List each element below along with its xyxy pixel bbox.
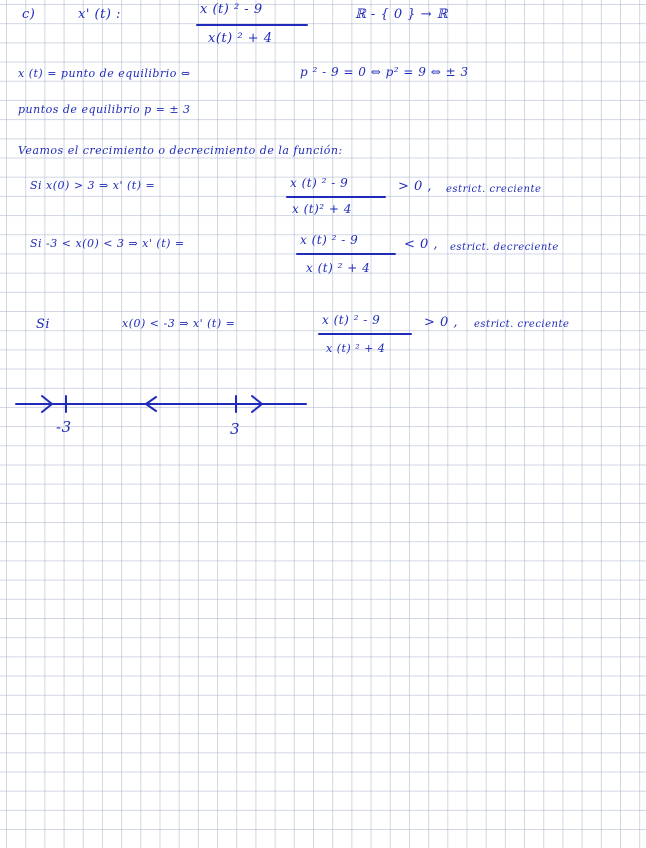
case-2-result: estrict. decreciente — [450, 242, 559, 253]
case-2-numerator: x (t) ² - 9 — [300, 233, 359, 247]
case-3-result: estrict. creciente — [474, 319, 570, 330]
equilibrium-equation: p ² - 9 = 0 ⇔ p² = 9 ⇔ ± 3 — [300, 65, 469, 79]
case-3-numerator: x (t) ² - 9 — [322, 313, 381, 327]
problem-domain: ℝ - { 0 } → ℝ — [355, 7, 448, 22]
problem-denominator: x(t) ² + 4 — [208, 31, 273, 46]
case-1-numerator: x (t) ² - 9 — [290, 176, 349, 190]
case-1-condition: Si x(0) > 3 ⇒ x' (t) = — [30, 179, 156, 192]
equilibrium-definition: x (t) = punto de equilibrio ⇔ — [18, 67, 191, 80]
case-1-sign: > 0 , — [398, 179, 433, 194]
case-1-denominator: x (t)² + 4 — [292, 202, 352, 216]
phase-label-minus-3: -3 — [56, 418, 72, 436]
equilibrium-points: puntos de equilibrio p = ± 3 — [18, 103, 191, 116]
problem-label: c) — [22, 7, 36, 22]
phase-label-3: 3 — [230, 420, 241, 438]
case-2-sign: < 0 , — [404, 237, 439, 252]
derivative-lhs: x' (t) : — [78, 7, 121, 22]
case-3-denominator: x (t) ² + 4 — [326, 342, 386, 355]
case-3-prefix: Si — [36, 317, 51, 332]
case-3-condition: x(0) < -3 ⇒ x' (t) = — [122, 317, 236, 330]
case-1-result: estrict. creciente — [446, 184, 542, 195]
problem-numerator: x (t) ² - 9 — [200, 2, 263, 17]
analysis-intro: Veamos el crecimiento o decrecimiento de la función: — [18, 144, 343, 157]
case-3-sign: > 0 , — [424, 315, 459, 330]
case-2-denominator: x (t) ² + 4 — [306, 261, 371, 275]
case-2-condition: Si -3 < x(0) < 3 ⇒ x' (t) = — [30, 237, 185, 250]
